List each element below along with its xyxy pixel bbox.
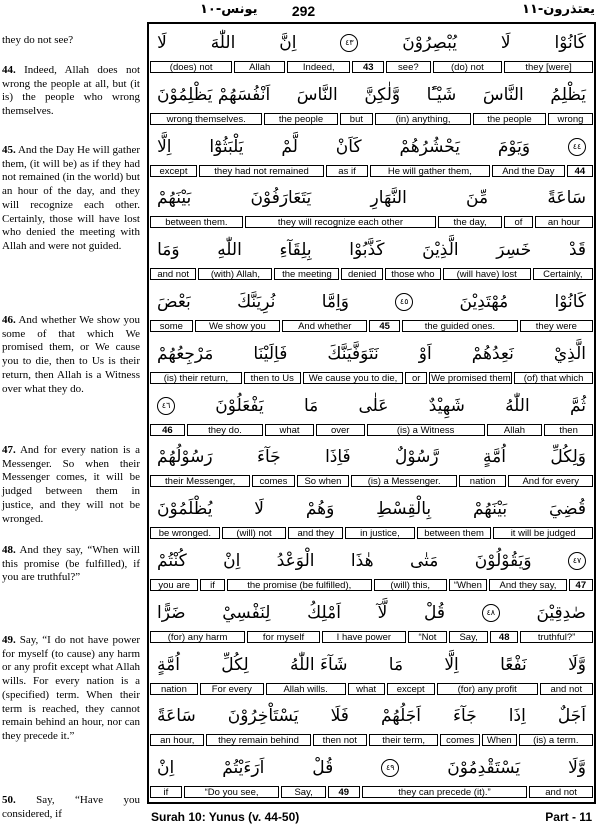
translation-verse xyxy=(2,144,140,254)
gloss-word: and they xyxy=(288,527,343,539)
arabic-word: مَتٰى xyxy=(409,551,439,571)
gloss-line xyxy=(150,631,593,644)
arabic-word: قُلْ xyxy=(312,758,334,779)
gloss-line xyxy=(150,268,593,281)
gloss-line xyxy=(150,113,593,126)
arabic-word: يُبْصِرُوْنَ xyxy=(402,33,457,53)
gloss-line xyxy=(150,579,593,592)
arabic-word: بَعْضَ xyxy=(157,292,191,312)
gloss-word: Certainly, xyxy=(533,268,593,280)
gloss-word: wrong themselves. xyxy=(150,113,262,125)
arabic-word: ثُمَّ xyxy=(569,395,586,416)
ayah-number-marker: ٤٨ xyxy=(482,604,500,622)
gloss-word: the people xyxy=(473,113,546,125)
gloss-word: wrong xyxy=(548,113,593,125)
gloss-word: and not xyxy=(540,683,593,695)
arabic-word: بَيْنَهُمْ xyxy=(472,499,508,520)
gloss-word: they can precede (it).” xyxy=(362,786,528,798)
gloss-line xyxy=(150,734,593,747)
arabic-word: وَمَا xyxy=(157,240,180,261)
arabic-word: رَّسُوْلٌ xyxy=(395,447,439,468)
gloss-word: if xyxy=(200,579,224,591)
arabic-line xyxy=(149,285,594,319)
gloss-word: Allah xyxy=(234,61,285,73)
arabic-word: نَفْعًا xyxy=(500,654,527,675)
arabic-word: يَلْبَثُوْٓا xyxy=(209,136,244,157)
gloss-word: as if xyxy=(326,165,368,177)
arabic-word: خَسِرَ xyxy=(496,240,532,261)
verse-number: 45. xyxy=(2,144,16,156)
gloss-line xyxy=(150,527,593,540)
translation-verse xyxy=(2,544,140,585)
arabic-word: وَاِمَّا xyxy=(321,292,349,312)
translation-verse xyxy=(2,64,140,119)
gloss-word: (will) not xyxy=(222,527,287,539)
gloss-word: 49 xyxy=(328,786,360,798)
gloss-word: the meeting xyxy=(274,268,339,280)
arabic-line xyxy=(149,492,594,526)
gloss-word: “Not xyxy=(408,631,447,643)
gloss-word: (does) not xyxy=(150,61,232,73)
arabic-word: شَآءَ اللّٰهُ xyxy=(290,654,348,675)
gloss-word: 44 xyxy=(567,165,593,177)
gloss-word: some xyxy=(150,320,193,332)
arabic-word: كَذَّبُوْا xyxy=(349,240,385,261)
gloss-word: or xyxy=(405,372,427,384)
gloss-word: you are xyxy=(150,579,198,591)
gloss-line xyxy=(150,320,593,333)
arabic-word: الَّذِيْ xyxy=(553,343,586,364)
arabic-word: اِذَا xyxy=(508,706,526,727)
arabic-word: بَيْنَهُمْ xyxy=(157,188,192,209)
arabic-word: يَسْتَقْدِمُوْنَ xyxy=(447,758,521,779)
gloss-word: We show you xyxy=(195,320,280,332)
arabic-word: نَتَوَفَّيَنَّكَ xyxy=(327,343,379,364)
arabic-line xyxy=(149,699,594,733)
verse-number: 49. xyxy=(2,634,16,646)
gloss-word: if xyxy=(150,786,182,798)
gloss-word: (is) a term. xyxy=(519,734,593,746)
gloss-line xyxy=(150,475,593,488)
arabic-word: شَهِيْدٌ xyxy=(428,395,465,416)
gloss-word: Indeed, xyxy=(287,61,350,73)
arabic-word: اللّٰهُ xyxy=(505,395,530,416)
surah-name-arabic: يونس-١٠ xyxy=(200,2,258,17)
arabic-word: اَمْلِكُ xyxy=(307,602,341,623)
arabic-line xyxy=(149,389,594,423)
gloss-word: the people xyxy=(264,113,337,125)
part-label: Part - 11 xyxy=(545,810,592,824)
gloss-word: comes xyxy=(252,475,294,487)
verse-text: And for every nation is a Messenger. So when their Messenger comes, it will be judged between them in justice, and they will not be wronged. xyxy=(2,444,140,525)
gloss-word: (will) this, xyxy=(374,579,447,591)
arabic-word: قُضِيَ xyxy=(548,499,586,520)
gloss-word: (with) Allah, xyxy=(198,268,272,280)
verse-text: Say, “I do not have power for myself (to cause) any harm or any profit except what Allah wills. For every nation is a (specified) term. When their term is reached, they cannot remain behind an hour, nor can they precede it.” xyxy=(2,634,140,742)
gloss-word: the day, xyxy=(438,216,502,228)
gloss-word: between them xyxy=(417,527,492,539)
gloss-word: in justice, xyxy=(345,527,415,539)
gloss-word: Say, xyxy=(449,631,488,643)
gloss-word: We promised them xyxy=(431,372,511,384)
gloss-word: nation xyxy=(150,683,198,695)
arabic-word: النَّاسَ xyxy=(482,84,524,105)
translation-verse xyxy=(2,314,140,396)
gloss-word: And for every xyxy=(508,475,592,487)
gloss-word: be wronged. xyxy=(150,527,220,539)
arabic-word: وَلِكُلِّ xyxy=(550,447,586,468)
arabic-line xyxy=(149,337,594,371)
gloss-word: the guided ones. xyxy=(402,320,518,332)
arabic-word: لَا xyxy=(254,499,264,520)
gloss-word: an hour, xyxy=(150,734,204,746)
page-number: 292 xyxy=(291,3,316,19)
arabic-word: اُمَّةٍ xyxy=(157,654,180,675)
gloss-word: (is) a Witness xyxy=(367,424,485,436)
arabic-word: يَتَعَارَفُوْنَ xyxy=(250,188,312,209)
arabic-line xyxy=(149,26,594,60)
arabic-word: بِالْقِسْطِ xyxy=(376,499,432,520)
arabic-word: اِلَّا xyxy=(444,654,459,675)
gloss-word: (is) a Messenger. xyxy=(351,475,457,487)
gloss-word: and not xyxy=(150,268,196,280)
gloss-word: and not xyxy=(529,786,593,798)
arabic-word: قَدْ xyxy=(568,240,586,261)
arabic-word: نُرِيَنَّكَ xyxy=(237,292,276,312)
gloss-word: then to Us xyxy=(244,372,301,384)
gloss-word: nation xyxy=(459,475,507,487)
gloss-word: (in) anything, xyxy=(375,113,471,125)
arabic-word: كُنْتُمْ xyxy=(157,551,187,571)
arabic-line xyxy=(149,130,594,164)
gloss-line xyxy=(150,165,593,178)
gloss-word: for myself xyxy=(247,631,320,643)
arabic-word: فَلَا xyxy=(330,706,349,727)
arabic-word: لِنَفْسِيْ xyxy=(222,602,271,623)
gloss-word: truthful?” xyxy=(520,631,593,643)
arabic-word: اُمَّةٍ xyxy=(483,447,506,468)
ayah-number-marker: ٤٩ xyxy=(381,759,399,777)
translation-verse xyxy=(2,794,140,821)
arabic-line xyxy=(149,440,594,474)
arabic-word: صٰدِقِيْنَ xyxy=(536,602,586,623)
arabic-word: مَرْجِعُهُمْ xyxy=(157,343,214,364)
gloss-word: what xyxy=(348,683,385,695)
arabic-word: اِنَّ xyxy=(279,33,297,53)
ayah-number-marker: ٤٣ xyxy=(340,34,358,52)
gloss-line xyxy=(150,683,593,696)
gloss-word: they were xyxy=(520,320,593,332)
arabic-word: اِلَّا xyxy=(157,136,172,157)
arabic-word: جَآءَ xyxy=(257,447,281,468)
arabic-word: نَعِدُهُمْ xyxy=(471,343,514,364)
arabic-word: اِنْ xyxy=(157,758,175,779)
gloss-word: 47 xyxy=(569,579,593,591)
gloss-word: (will have) lost xyxy=(443,268,531,280)
gloss-word: And whether xyxy=(282,320,367,332)
gloss-word: their term, xyxy=(369,734,438,746)
verse-text: And the Day He will gather them, (it will be) as if they had not remained (in the world) but an hour of the day, and they will recognize each other. Certainly, those will have lost who denied the meeting with Allah and were not guided. xyxy=(2,144,140,252)
gloss-word: Allah xyxy=(487,424,543,436)
arabic-line xyxy=(149,181,594,215)
arabic-word: رَسُوْلُهُمْ xyxy=(157,447,213,468)
gloss-word: “Do you see, xyxy=(184,786,280,798)
arabic-word: بِلِقَآءِ xyxy=(279,240,312,261)
arabic-word: يَحْشُرُهُمْ xyxy=(399,136,460,157)
gloss-word: Say, xyxy=(281,786,326,798)
gloss-line xyxy=(150,786,593,799)
arabic-line xyxy=(149,596,594,630)
arabic-word: لَّآ xyxy=(377,602,388,623)
ayah-number-marker: ٤٤ xyxy=(568,138,586,156)
word-by-word-panel xyxy=(147,22,596,804)
gloss-word: see? xyxy=(386,61,430,73)
gloss-word: they remain behind xyxy=(206,734,310,746)
translation-column xyxy=(2,26,143,820)
verse-text: they do not see? xyxy=(2,34,74,46)
gloss-word: “When xyxy=(449,579,488,591)
verse-number: 48. xyxy=(2,544,16,556)
arabic-word: مِّنَ xyxy=(466,188,489,209)
gloss-line xyxy=(150,424,593,437)
gloss-word: So when xyxy=(297,475,350,487)
arabic-word: جَآءَ xyxy=(453,706,477,727)
gloss-word: For every xyxy=(200,683,264,695)
ayah-number-marker: ٤٧ xyxy=(568,552,586,570)
gloss-line xyxy=(150,372,593,385)
gloss-word: 45 xyxy=(369,320,399,332)
arabic-line xyxy=(149,751,594,785)
gloss-word: We cause you to die, xyxy=(303,372,404,384)
verse-text: Say, “Have you considered, if xyxy=(2,794,140,820)
gloss-word: (do) not xyxy=(433,61,503,73)
arabic-line xyxy=(149,544,594,578)
arabic-word: لَا xyxy=(500,33,511,53)
gloss-word: He will gather them, xyxy=(370,165,490,177)
arabic-word: كَانُوْا xyxy=(554,33,586,53)
verse-number: 46. xyxy=(2,314,16,326)
arabic-word: لَا xyxy=(157,33,167,53)
arabic-word: لِكُلِّ xyxy=(221,654,249,675)
arabic-word: لَّمْ xyxy=(281,136,298,157)
arabic-word: مَا xyxy=(303,395,319,416)
gloss-word: 46 xyxy=(150,424,185,436)
arabic-word: فَاِذَا xyxy=(325,447,351,468)
gloss-word: those who xyxy=(385,268,441,280)
arabic-word: وَيَوْمَ xyxy=(497,136,531,157)
gloss-word: (for) any profit xyxy=(437,683,538,695)
gloss-word: then not xyxy=(313,734,367,746)
verse-number: 47. xyxy=(2,444,16,456)
gloss-word: they [were] xyxy=(504,61,593,73)
translation-verse xyxy=(2,634,140,744)
arabic-word: الْوَعْدُ xyxy=(276,551,315,571)
arabic-word: كَانُوْا xyxy=(554,292,586,312)
arabic-word: الَّذِيْنَ xyxy=(422,240,459,261)
ayah-number-marker: ٤٥ xyxy=(395,293,413,311)
arabic-word: عَلٰى xyxy=(358,395,389,416)
translation-verse xyxy=(2,34,140,48)
arabic-word: اِنْ xyxy=(223,551,241,571)
arabic-line xyxy=(149,78,594,112)
arabic-word: اَجَلُهُمْ xyxy=(380,706,421,727)
gloss-word: they will recognize each other xyxy=(245,216,436,228)
arabic-word: اللّٰهِ xyxy=(217,240,242,261)
gloss-word: then xyxy=(544,424,593,436)
arabic-word: يَظْلِمُ xyxy=(550,84,586,105)
arabic-word: اللّٰهَ xyxy=(210,33,236,53)
arabic-word: وَيَقُوْلُوْنَ xyxy=(474,551,532,571)
gloss-word: (is) their return, xyxy=(150,372,242,384)
arabic-word: قُلْ xyxy=(424,602,446,623)
gloss-word: When xyxy=(482,734,517,746)
gloss-word: it will be judged xyxy=(493,527,593,539)
arabic-word: يَسْتَاْخِرُوْنَ xyxy=(227,706,299,727)
arabic-word: النَّاسَ xyxy=(296,84,338,105)
gloss-word: denied xyxy=(341,268,383,280)
arabic-word: مَا xyxy=(388,654,404,675)
arabic-word: كَاَنْ xyxy=(335,136,362,157)
arabic-word: وَّلٰكِنَّ xyxy=(364,84,401,105)
surah-title: Surah 10: Yunus (v. 44-50) xyxy=(151,810,300,824)
arabic-word: يُظْلَمُوْنَ xyxy=(157,499,213,520)
verse-number: 50. xyxy=(2,794,16,806)
gloss-line xyxy=(150,61,593,74)
arabic-word: وَّلَا xyxy=(568,654,586,675)
gloss-word: 48 xyxy=(490,631,518,643)
gloss-word: they had not remained xyxy=(199,165,324,177)
gloss-word: of xyxy=(504,216,533,228)
arabic-line xyxy=(149,233,594,267)
arabic-word: اَوْ xyxy=(418,343,432,364)
arabic-word: النَّهَارِ xyxy=(370,188,407,209)
gloss-word: between them. xyxy=(150,216,243,228)
gloss-word: except xyxy=(150,165,197,177)
gloss-word: the promise (be fulfilled), xyxy=(227,579,372,591)
translation-verse xyxy=(2,444,140,526)
verse-number: 44. xyxy=(2,64,16,76)
arabic-word: شَيْـًٔا xyxy=(426,84,457,105)
arabic-word: ضَرًّا xyxy=(157,602,186,623)
gloss-word: they do. xyxy=(187,424,263,436)
gloss-word: but xyxy=(340,113,374,125)
arabic-word: سَاعَةً xyxy=(547,188,586,209)
arabic-word: وَّلَا xyxy=(568,758,586,779)
gloss-word: 43 xyxy=(352,61,384,73)
arabic-word: اَرَءَيْتُمْ xyxy=(222,758,265,779)
arabic-word: وَهُمْ xyxy=(305,499,335,520)
arabic-word: مُهْتَدِيْنَ xyxy=(459,292,509,312)
gloss-word: except xyxy=(387,683,435,695)
verse-text: And whether We show you some of that which We promised them, or We cause you to die, then to Us is their return, then Allah is a Witness over what they do. xyxy=(2,314,140,395)
gloss-word: And the Day xyxy=(492,165,565,177)
gloss-line xyxy=(150,216,593,229)
gloss-word: Allah wills. xyxy=(266,683,346,695)
gloss-word: an hour xyxy=(535,216,593,228)
gloss-word: (for) any harm xyxy=(150,631,245,643)
juz-name-arabic: يعتذرون-١١ xyxy=(522,2,595,17)
arabic-word: اَجَلٌ xyxy=(557,706,586,727)
arabic-word: اَنْفُسَهُمْ يَظْلِمُوْنَ xyxy=(157,84,271,105)
arabic-line xyxy=(149,648,594,682)
arabic-word: فَاِلَيْنَا xyxy=(253,343,288,364)
arabic-word: هٰذَا xyxy=(350,551,374,571)
gloss-word: over xyxy=(316,424,365,436)
arabic-word: يَفْعَلُوْنَ xyxy=(215,395,264,416)
verse-text: And they say, “When will this promise (be fulfilled), if you are truthful?” xyxy=(2,544,140,584)
gloss-word: what xyxy=(265,424,314,436)
gloss-word: comes xyxy=(440,734,480,746)
ayah-number-marker: ٤٦ xyxy=(157,397,175,415)
page-footer xyxy=(147,807,596,827)
gloss-word: their Messenger, xyxy=(150,475,250,487)
gloss-word: (of) that which xyxy=(514,372,593,384)
arabic-word: سَاعَةً xyxy=(157,706,196,727)
gloss-word: I have power xyxy=(322,631,406,643)
page-header xyxy=(0,0,607,22)
verse-text: Indeed, Allah does not wrong the people at all, but (it is) the people who wrong themselves. xyxy=(2,64,141,118)
gloss-word: And they say, xyxy=(489,579,566,591)
